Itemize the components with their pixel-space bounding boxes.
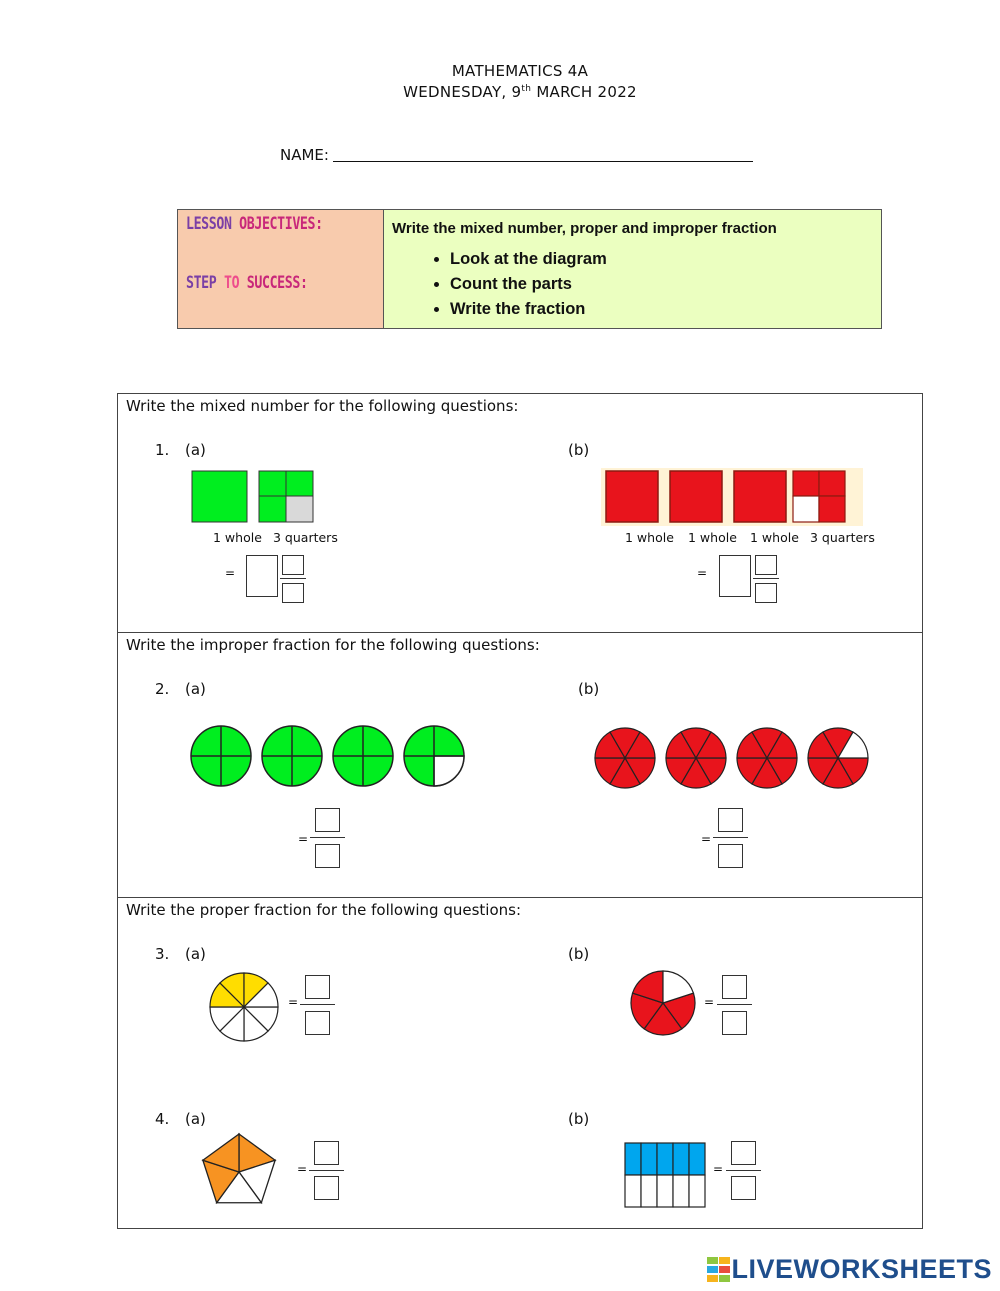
part-label: (b) [568,945,590,963]
quarters-square [259,471,313,522]
fraction-bar [300,1004,335,1005]
question-number: 2. [155,680,170,698]
numerator-box[interactable] [314,1141,339,1165]
denominator-box[interactable] [282,583,304,603]
part-label: (a) [185,1110,206,1128]
whole-circle [333,726,393,786]
step-to-success-label: STEP TO SUCCESS: [186,273,308,293]
q4a-pentagon-diagram [198,1130,280,1208]
numerator-box[interactable] [722,975,747,999]
equals-sign: = [697,566,708,580]
whole-number-box[interactable] [719,555,751,597]
q4b-grid-diagram [623,1141,707,1209]
fraction-bar [713,837,748,838]
quarters-square [793,471,845,522]
equals-sign: = [297,1162,308,1176]
empty-cell [641,1175,657,1207]
whole-square [606,471,658,522]
whole-number-box[interactable] [246,555,278,597]
success-step: • Write the fraction [450,297,873,322]
pentagon-fifths [203,1134,275,1203]
question-number: 4. [155,1110,170,1128]
name-input-line[interactable] [333,161,753,162]
lesson-objectives-label: LESSON OBJECTIVES: [186,214,323,234]
name-field [280,146,753,164]
section-title: Write the improper fraction for the following questions: [126,636,540,654]
objectives-content-cell [384,210,881,328]
q1a-squares-diagram [188,468,318,526]
fraction-bar [280,578,306,579]
whole-circle [737,728,797,788]
caption: 3 quarters [273,530,338,545]
fraction-bar [309,1170,344,1171]
lesson-objectives-table [177,209,882,329]
logo-text: LIVEWORKSHEETS [731,1254,992,1284]
mixed-number-section [117,393,923,633]
part-label: (b) [568,441,590,459]
whole-square [192,471,247,522]
proper-fraction-section [117,897,923,1229]
part-label: (a) [185,441,206,459]
equals-sign: = [298,832,309,846]
numerator-box[interactable] [718,808,743,832]
numerator-box[interactable] [731,1141,756,1165]
caption: 3 quarters [810,530,875,545]
improper-fraction-section [117,632,923,898]
equals-sign: = [713,1162,724,1176]
denominator-box[interactable] [731,1176,756,1200]
numerator-box[interactable] [315,808,340,832]
shaded-cell [673,1143,689,1175]
part-label: (a) [185,945,206,963]
whole-circle [191,726,251,786]
objective-title: Write the mixed number, proper and improper fraction [392,220,777,237]
whole-circle [666,728,726,788]
whole-circle [262,726,322,786]
numerator-box[interactable] [305,975,330,999]
objectives-label-cell [178,210,384,328]
empty-cell [657,1175,673,1207]
fraction-bar [753,578,779,579]
eighths-circle [210,973,278,1041]
equals-sign: = [704,995,715,1009]
success-steps-list [392,247,873,322]
q2a-circles-diagram [186,723,471,789]
denominator-box[interactable] [315,844,340,868]
section-title: Write the mixed number for the following questions: [126,397,519,415]
fraction-bar [310,837,345,838]
q3b-circle-diagram [628,968,698,1038]
fifths-circle [631,971,695,1035]
worksheet-subject: MATHEMATICS 4A [451,62,589,80]
part-label: (b) [568,1110,590,1128]
shaded-cell [689,1143,705,1175]
fraction-bar [726,1170,761,1171]
caption: 1 whole [213,530,262,545]
equals-sign: = [701,832,712,846]
empty-cell [689,1175,705,1207]
three-quarter-circle [404,726,464,786]
caption: 1 whole [750,530,799,545]
whole-circle [595,728,655,788]
liveworksheets-logo [707,1254,992,1285]
equals-sign: = [225,566,236,580]
section-title: Write the proper fraction for the following questions: [126,901,522,919]
shaded-cell [657,1143,673,1175]
fraction-bar [717,1004,752,1005]
part-label: (a) [185,680,206,698]
denominator-box[interactable] [314,1176,339,1200]
numerator-box[interactable] [282,555,304,575]
denominator-box[interactable] [755,583,777,603]
logo-blocks-icon [707,1257,731,1283]
whole-square [670,471,722,522]
worksheet-date: WEDNESDAY, 9th MARCH 2022 [403,83,637,101]
question-number: 1. [155,441,170,459]
success-step: • Count the parts [450,272,873,297]
q1b-squares-diagram [601,468,863,526]
q2b-circles-diagram [594,725,874,791]
shaded-cell [641,1143,657,1175]
q3a-circle-diagram [207,970,281,1044]
shaded-cell [625,1143,641,1175]
denominator-box[interactable] [305,1011,330,1035]
whole-square [734,471,786,522]
empty-cell [625,1175,641,1207]
caption: 1 whole [625,530,674,545]
part-label: (b) [578,680,600,698]
denominator-box[interactable] [722,1011,747,1035]
equals-sign: = [288,995,299,1009]
numerator-box[interactable] [755,555,777,575]
five-sixths-circle [808,728,868,788]
name-label: NAME: [280,146,329,164]
empty-cell [673,1175,689,1207]
question-number: 3. [155,945,170,963]
caption: 1 whole [688,530,737,545]
success-step: • Look at the diagram [450,247,873,272]
denominator-box[interactable] [718,844,743,868]
